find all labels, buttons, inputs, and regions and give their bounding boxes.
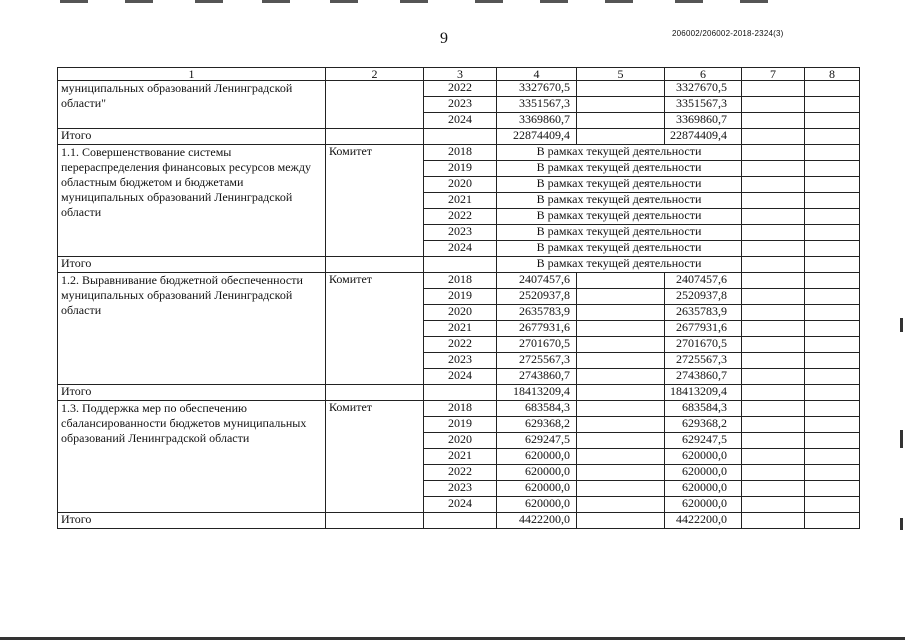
value-col5 [577, 113, 665, 129]
value-col7 [742, 417, 805, 433]
value-col6: 2407457,6 [665, 273, 742, 289]
header-cell: 7 [742, 68, 805, 81]
year-cell: 2023 [424, 225, 497, 241]
value-col7 [742, 289, 805, 305]
year-cell: 2019 [424, 417, 497, 433]
activity-status: В рамках текущей деятельности [497, 209, 742, 225]
value-col8 [805, 481, 860, 497]
activity-status: В рамках текущей деятельности [497, 177, 742, 193]
value-col5 [577, 433, 665, 449]
year-cell: 2019 [424, 289, 497, 305]
value-col8 [805, 225, 860, 241]
value-col8 [805, 321, 860, 337]
total-col7 [742, 513, 805, 529]
value-col4: 2677931,6 [497, 321, 577, 337]
total-executor [326, 257, 424, 273]
total-col6: 18413209,4 [665, 385, 742, 401]
scan-artifact [330, 0, 358, 3]
year-cell: 2018 [424, 145, 497, 161]
value-col5 [577, 97, 665, 113]
total-label: Итого [58, 513, 326, 529]
executor: Комитет [326, 401, 424, 513]
executor [326, 81, 424, 129]
value-col6: 3351567,3 [665, 97, 742, 113]
total-col6: 4422200,0 [665, 513, 742, 529]
value-col7 [742, 241, 805, 257]
total-col8 [805, 513, 860, 529]
year-cell: 2020 [424, 305, 497, 321]
page-number: 9 [440, 30, 448, 47]
scan-artifact [900, 430, 903, 448]
value-col5 [577, 337, 665, 353]
scan-artifact [195, 0, 223, 3]
total-col8 [805, 257, 860, 273]
value-col4: 620000,0 [497, 481, 577, 497]
value-col8 [805, 353, 860, 369]
value-col4: 620000,0 [497, 465, 577, 481]
year-cell: 2021 [424, 449, 497, 465]
value-col8 [805, 433, 860, 449]
year-cell: 2018 [424, 273, 497, 289]
value-col8 [805, 209, 860, 225]
value-col7 [742, 433, 805, 449]
value-col5 [577, 353, 665, 369]
value-col4: 2635783,9 [497, 305, 577, 321]
value-col6: 2743860,7 [665, 369, 742, 385]
scan-artifact [60, 0, 88, 3]
value-col7 [742, 97, 805, 113]
total-col8 [805, 129, 860, 145]
value-col8 [805, 289, 860, 305]
value-col7 [742, 321, 805, 337]
value-col8 [805, 417, 860, 433]
value-col7 [742, 209, 805, 225]
total-col4: 4422200,0 [497, 513, 577, 529]
total-row [58, 129, 860, 145]
value-col4: 3327670,5 [497, 81, 577, 97]
year-cell: 2022 [424, 209, 497, 225]
year-cell: 2022 [424, 81, 497, 97]
value-col6: 3327670,5 [665, 81, 742, 97]
value-col5 [577, 321, 665, 337]
value-col7 [742, 369, 805, 385]
year-cell: 2023 [424, 481, 497, 497]
year-cell: 2022 [424, 337, 497, 353]
year-cell: 2020 [424, 177, 497, 193]
value-col6: 2701670,5 [665, 337, 742, 353]
value-col8 [805, 305, 860, 321]
total-label: Итого [58, 385, 326, 401]
total-row [58, 385, 860, 401]
value-col6: 2677931,6 [665, 321, 742, 337]
total-year [424, 129, 497, 145]
year-cell: 2024 [424, 497, 497, 513]
table-row [58, 81, 860, 97]
value-col6: 2725567,3 [665, 353, 742, 369]
value-col6: 620000,0 [665, 465, 742, 481]
value-col8 [805, 497, 860, 513]
value-col8 [805, 177, 860, 193]
value-col4: 3369860,7 [497, 113, 577, 129]
activity-status: В рамках текущей деятельности [497, 193, 742, 209]
total-col8 [805, 385, 860, 401]
value-col8 [805, 369, 860, 385]
value-col7 [742, 177, 805, 193]
value-col6: 620000,0 [665, 449, 742, 465]
total-col7 [742, 257, 805, 273]
value-col7 [742, 497, 805, 513]
total-row [58, 513, 860, 529]
scan-artifact [900, 518, 903, 530]
value-col5 [577, 497, 665, 513]
activity-status: В рамках текущей деятельности [497, 225, 742, 241]
total-col6: 22874409,4 [665, 129, 742, 145]
value-col6: 683584,3 [665, 401, 742, 417]
year-cell: 2021 [424, 193, 497, 209]
value-col8 [805, 161, 860, 177]
value-col8 [805, 273, 860, 289]
header-cell: 8 [805, 68, 860, 81]
scan-artifact [740, 0, 768, 3]
budget-table [57, 67, 860, 529]
scan-artifact [400, 0, 428, 3]
activity-status: В рамках текущей деятельности [497, 161, 742, 177]
value-col7 [742, 465, 805, 481]
total-year [424, 385, 497, 401]
year-cell: 2024 [424, 369, 497, 385]
value-col5 [577, 369, 665, 385]
value-col7 [742, 353, 805, 369]
activity-status: В рамках текущей деятельности [497, 241, 742, 257]
header-row [58, 68, 860, 81]
value-col8 [805, 97, 860, 113]
value-col7 [742, 113, 805, 129]
total-year [424, 513, 497, 529]
year-cell: 2022 [424, 465, 497, 481]
total-col5 [577, 129, 665, 145]
total-executor [326, 513, 424, 529]
activity-name: муниципальных образований Ленинградской области" [58, 81, 326, 129]
value-col5 [577, 465, 665, 481]
value-col8 [805, 193, 860, 209]
total-year [424, 257, 497, 273]
scan-artifact [475, 0, 503, 3]
scan-artifact [675, 0, 703, 3]
value-col4: 2520937,8 [497, 289, 577, 305]
value-col8 [805, 113, 860, 129]
value-col7 [742, 145, 805, 161]
value-col7 [742, 305, 805, 321]
value-col6: 3369860,7 [665, 113, 742, 129]
total-col7 [742, 129, 805, 145]
total-executor [326, 385, 424, 401]
value-col5 [577, 289, 665, 305]
value-col8 [805, 81, 860, 97]
activity-name: 1.2. Выравнивание бюджетной обеспеченности муниципальных образований Ленинградской области [58, 273, 326, 385]
header-cell: 6 [665, 68, 742, 81]
header-cell: 1 [58, 68, 326, 81]
value-col6: 629247,5 [665, 433, 742, 449]
total-label: Итого [58, 129, 326, 145]
value-col7 [742, 81, 805, 97]
table-row [58, 145, 860, 161]
total-col7 [742, 385, 805, 401]
value-col8 [805, 337, 860, 353]
executor: Комитет [326, 273, 424, 385]
value-col4: 629247,5 [497, 433, 577, 449]
value-col6: 629368,2 [665, 417, 742, 433]
value-col4: 2725567,3 [497, 353, 577, 369]
year-cell: 2024 [424, 241, 497, 257]
scan-artifact [900, 318, 903, 332]
value-col4: 2743860,7 [497, 369, 577, 385]
total-status: В рамках текущей деятельности [497, 257, 742, 273]
value-col5 [577, 401, 665, 417]
value-col4: 629368,2 [497, 417, 577, 433]
year-cell: 2021 [424, 321, 497, 337]
value-col5 [577, 417, 665, 433]
total-executor [326, 129, 424, 145]
total-col5 [577, 385, 665, 401]
value-col5 [577, 449, 665, 465]
value-col8 [805, 145, 860, 161]
scan-artifact [605, 0, 633, 3]
header-cell: 4 [497, 68, 577, 81]
total-row [58, 257, 860, 273]
year-cell: 2023 [424, 97, 497, 113]
year-cell: 2019 [424, 161, 497, 177]
scan-artifact [540, 0, 568, 3]
value-col4: 620000,0 [497, 449, 577, 465]
value-col8 [805, 401, 860, 417]
value-col5 [577, 481, 665, 497]
value-col4: 2701670,5 [497, 337, 577, 353]
value-col6: 620000,0 [665, 497, 742, 513]
value-col4: 3351567,3 [497, 97, 577, 113]
value-col6: 2635783,9 [665, 305, 742, 321]
value-col5 [577, 305, 665, 321]
value-col7 [742, 161, 805, 177]
table-body [58, 68, 860, 529]
value-col4: 2407457,6 [497, 273, 577, 289]
document-code: 206002/206002-2018-2324(3) [672, 29, 784, 38]
table-row [58, 273, 860, 289]
value-col5 [577, 81, 665, 97]
value-col6: 620000,0 [665, 481, 742, 497]
value-col7 [742, 337, 805, 353]
total-col4: 22874409,4 [497, 129, 577, 145]
scan-artifact [262, 0, 290, 3]
activity-name: 1.1. Совершенствование системы перераспределения финансовых ресурсов между областным бюджетом и бюджетами муниципальных образований Ленинградской области [58, 145, 326, 257]
header-cell: 2 [326, 68, 424, 81]
value-col7 [742, 273, 805, 289]
activity-status: В рамках текущей деятельности [497, 145, 742, 161]
value-col7 [742, 193, 805, 209]
executor: Комитет [326, 145, 424, 257]
value-col8 [805, 465, 860, 481]
total-col5 [577, 513, 665, 529]
value-col5 [577, 273, 665, 289]
value-col8 [805, 449, 860, 465]
value-col4: 683584,3 [497, 401, 577, 417]
total-col4: 18413209,4 [497, 385, 577, 401]
header-cell: 5 [577, 68, 665, 81]
value-col8 [805, 241, 860, 257]
value-col7 [742, 481, 805, 497]
header-cell: 3 [424, 68, 497, 81]
value-col4: 620000,0 [497, 497, 577, 513]
year-cell: 2018 [424, 401, 497, 417]
value-col7 [742, 449, 805, 465]
value-col6: 2520937,8 [665, 289, 742, 305]
year-cell: 2024 [424, 113, 497, 129]
total-label: Итого [58, 257, 326, 273]
value-col7 [742, 401, 805, 417]
table-row [58, 401, 860, 417]
scan-artifact [125, 0, 153, 3]
year-cell: 2023 [424, 353, 497, 369]
value-col7 [742, 225, 805, 241]
year-cell: 2020 [424, 433, 497, 449]
activity-name: 1.3. Поддержка мер по обеспечению сбалансированности бюджетов муниципальных образований Ленинградской области [58, 401, 326, 513]
